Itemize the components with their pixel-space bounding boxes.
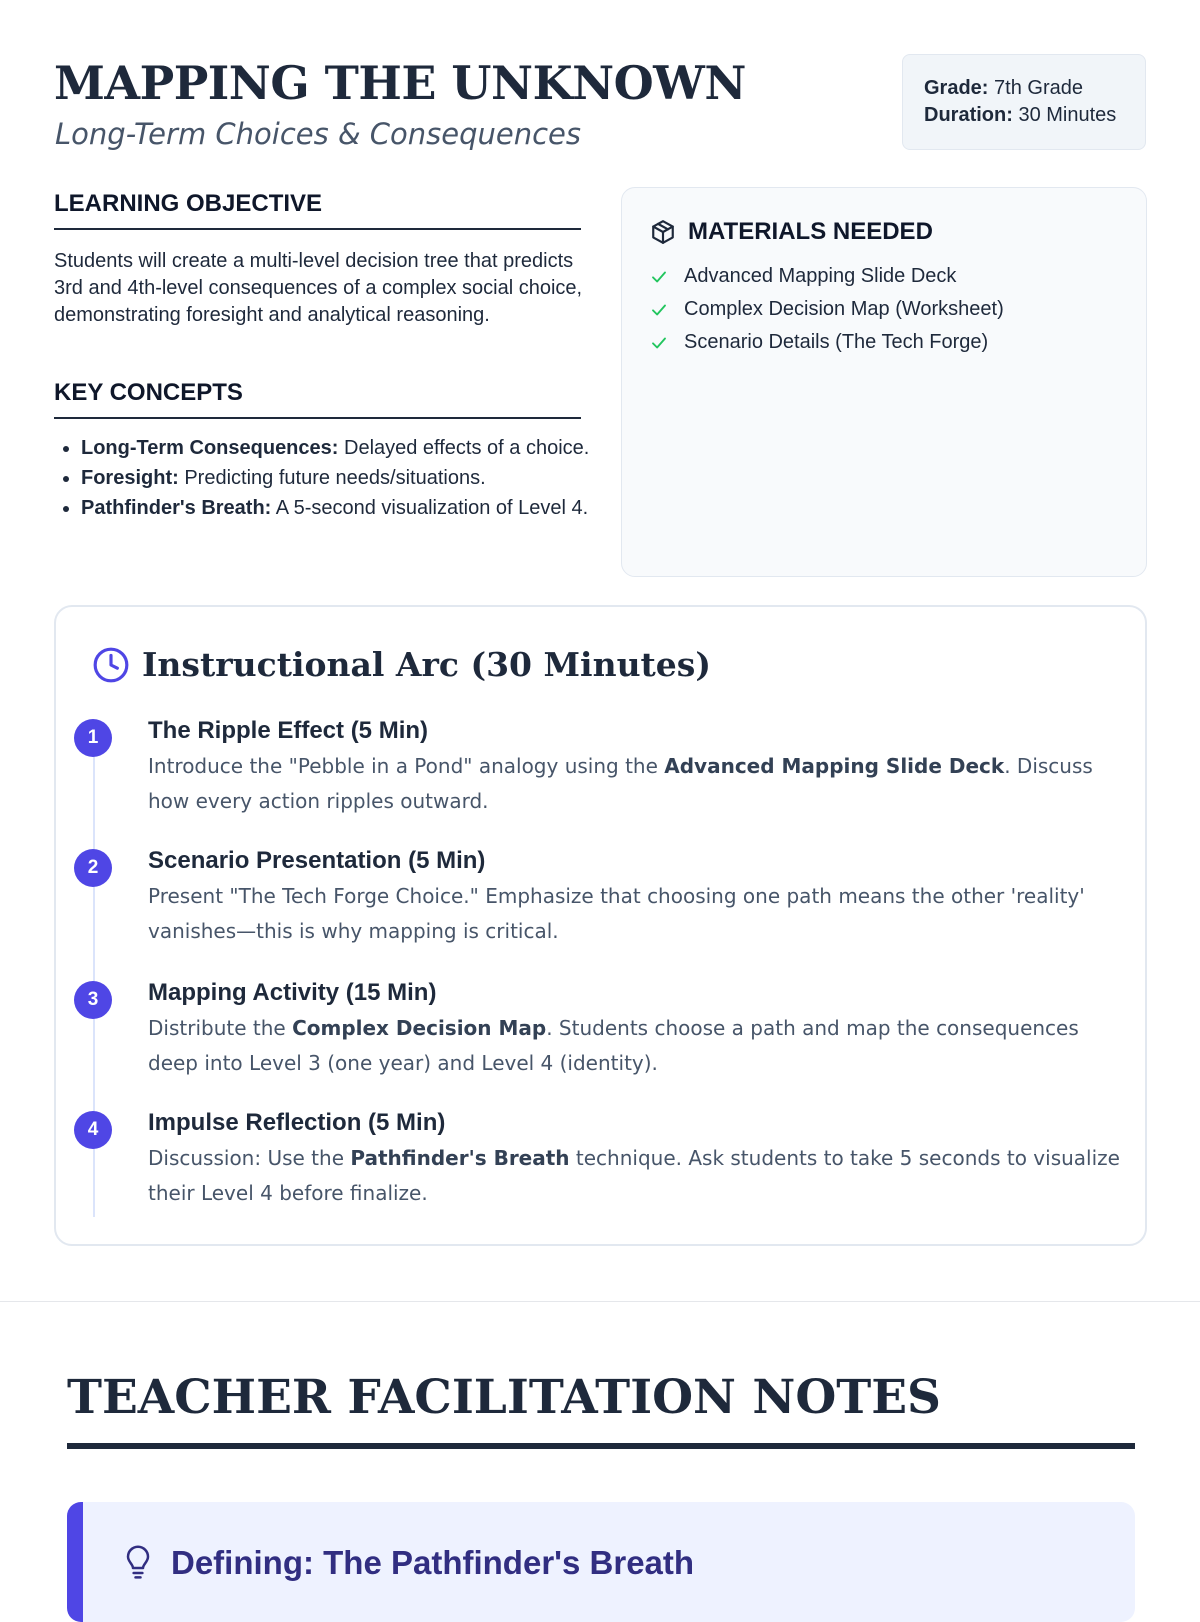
concept-item — [81, 465, 611, 492]
box-icon — [650, 219, 676, 245]
concept-term: Foresight: — [81, 467, 179, 489]
step-material: Pathfinder's Breath — [350, 1146, 570, 1170]
step-text: Discussion: Use the — [148, 1146, 351, 1170]
step-title: Mapping Activity (15 Min) — [148, 979, 437, 1006]
lesson-meta-box — [902, 54, 1146, 150]
check-icon — [650, 268, 668, 286]
step-text: technique. Ask students to take 5 seconds to visualize their Level 4 before finalize. — [148, 1146, 1120, 1205]
step-number: 3 — [74, 981, 112, 1019]
step-description — [148, 1141, 1123, 1211]
material-label: Advanced Mapping Slide Deck — [684, 265, 957, 287]
callout-title: Defining: The Pathfinder's Breath — [171, 1544, 695, 1581]
step-description — [148, 1011, 1123, 1081]
material-label: Complex Decision Map (Worksheet) — [684, 298, 1004, 320]
step-number: 2 — [74, 849, 112, 887]
materials-card — [621, 187, 1147, 577]
check-icon — [650, 301, 668, 319]
material-item — [650, 260, 1004, 293]
arc-heading-row — [92, 645, 711, 684]
grade-row — [924, 75, 1125, 102]
notes-heading: TEACHER FACILITATION NOTES — [67, 1370, 941, 1425]
lightbulb-icon — [123, 1545, 153, 1581]
grade-label: Grade: — [924, 77, 989, 99]
page-title: MAPPING THE UNKNOWN — [54, 56, 746, 110]
concept-item — [81, 495, 611, 522]
concept-item — [81, 435, 611, 462]
page-divider — [0, 1301, 1200, 1302]
duration-value: 30 Minutes — [1018, 104, 1117, 126]
definition-callout — [67, 1502, 1135, 1622]
step-text: Introduce the "Pebble in a Pond" analogy using the — [148, 754, 665, 778]
materials-list — [650, 260, 1004, 359]
step-material: Advanced Mapping Slide Deck — [664, 754, 1005, 778]
concept-definition: A 5-second visualization of Level 4. — [275, 497, 589, 519]
step-text: Present "The Tech Forge Choice." Emphasize that choosing one path means the other 'reality' vanishes—this is why mapping is critical. — [148, 884, 1085, 943]
check-icon — [650, 334, 668, 352]
materials-heading: MATERIALS NEEDED — [688, 218, 933, 245]
materials-heading-row — [650, 218, 933, 246]
grade-value: 7th Grade — [994, 77, 1083, 99]
concepts-heading: KEY CONCEPTS — [54, 379, 581, 419]
step-text: . Discuss how every action ripples outward. — [148, 754, 1093, 813]
step-title: Impulse Reflection (5 Min) — [148, 1109, 446, 1136]
objective-heading: LEARNING OBJECTIVE — [54, 190, 581, 230]
step-description — [148, 749, 1123, 819]
step-text: Distribute the — [148, 1016, 293, 1040]
concept-term: Long-Term Consequences: — [81, 437, 339, 459]
concept-definition: Delayed effects of a choice. — [344, 437, 590, 459]
concepts-list — [54, 435, 611, 525]
clock-icon — [92, 646, 130, 684]
objective-text: Students will create a multi-level decision tree that predicts 3rd and 4th-level consequences of a complex social choice, demonstrating foresight and analytical reasoning. — [54, 250, 583, 326]
notes-heading-rule — [67, 1443, 1135, 1449]
concept-definition: Predicting future needs/situations. — [184, 467, 486, 489]
step-material: Complex Decision Map — [292, 1016, 547, 1040]
step-number: 4 — [74, 1111, 112, 1149]
material-item — [650, 293, 1004, 326]
step-text: . Students choose a path and map the consequences deep into Level 3 (one year) and Level 4 (identity). — [148, 1016, 1079, 1075]
callout-heading-row — [123, 1544, 694, 1582]
step-description — [148, 879, 1123, 949]
step-title: The Ripple Effect (5 Min) — [148, 717, 429, 744]
instructional-arc-card — [54, 605, 1147, 1246]
duration-row — [924, 102, 1125, 129]
arc-heading: Instructional Arc (30 Minutes) — [142, 645, 711, 684]
page-subtitle: Long-Term Choices & Consequences — [55, 117, 582, 151]
material-item — [650, 326, 1004, 359]
concept-term: Pathfinder's Breath: — [81, 497, 272, 519]
material-label: Scenario Details (The Tech Forge) — [684, 331, 989, 353]
duration-label: Duration: — [924, 104, 1013, 126]
step-title: Scenario Presentation (5 Min) — [148, 847, 486, 874]
step-number: 1 — [74, 719, 112, 757]
